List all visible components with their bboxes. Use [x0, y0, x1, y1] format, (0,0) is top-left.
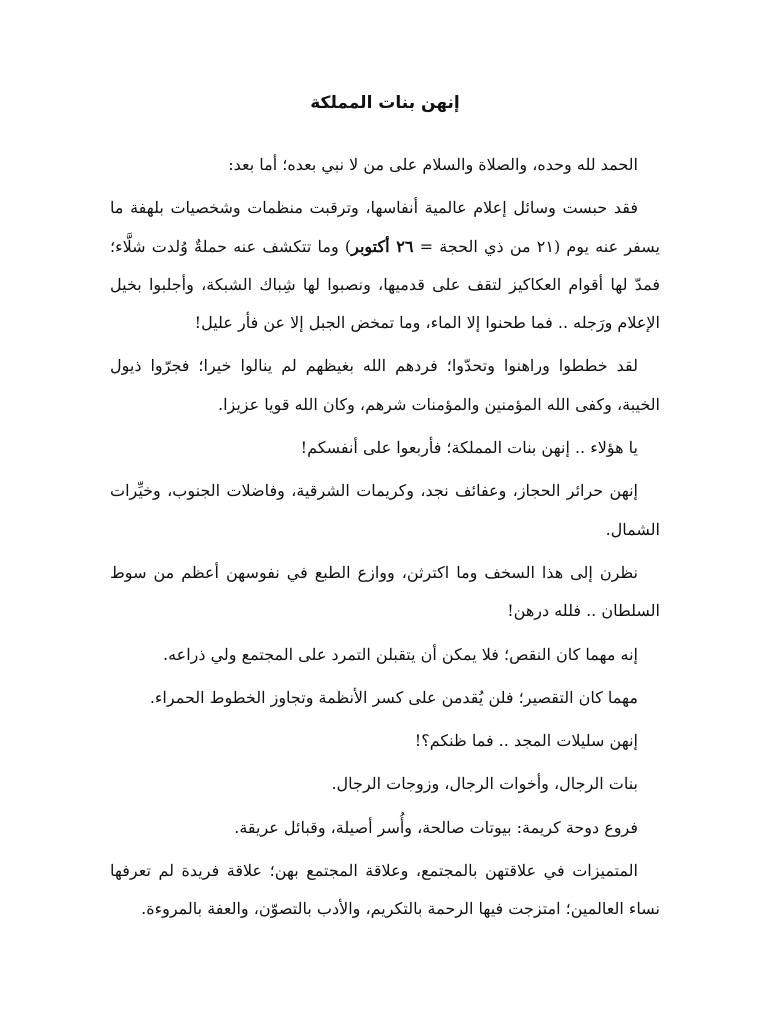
paragraph-men: بنات الرجال، وأخوات الرجال، وزوجات الرجال.: [331, 774, 638, 794]
paragraph-media-date: ٢٦ أكتوبر: [351, 236, 414, 256]
paragraph-deficiency: إنه مهما كان النقص؛ فلا يمكن أن يتقبلن التمرد على المجتمع ولي ذراعه.: [162, 644, 638, 664]
paragraph-media: [110, 189, 660, 342]
paragraph-plans: لقد خططوا وراهنوا وتحدّوا؛ فردهم الله بغيظهم لم ينالوا خيرا؛ فجرّوا ذيول الخيبة، وكفى الله المؤمنين والمؤمنات شرهم، وكان الله قويا عزيزا.: [110, 356, 660, 414]
paragraph-distinguished: المتميزات في علاقتهن بالمجتمع، وعلاقة المجتمع بهن؛ علاقة فريدة لم تعرفها نساء العالمين؛ امتزجت فيها الرحمة بالتكريم، والأدب بالتصوّن، والعفة بالمروءة.: [110, 861, 660, 919]
paragraph-media-text-end: ) وما تتكشف عنه حملةٌ وُلدت شلَّاء؛ فمدّ لها أقوام العكاكيز لتقف على قدميها، ونصبوا لها شِباك الشبكة، وأجلبوا بخيل الإعلام ورَجله .. فما طحنوا إلا الماء، وما تمخض الجبل إلا عن فأر عليل!: [110, 236, 660, 333]
document-title: إنهن بنات المملكة: [310, 93, 460, 113]
paragraph-regions: إنهن حرائر الحجاز، وعفائف نجد، وكريمات الشرقية، وفاضلات الجنوب، وخيِّرات الشمال.: [110, 481, 660, 539]
paragraph-opening: الحمد لله وحده، والصلاة والسلام على من لا نبي بعده؛ أما بعد:: [228, 155, 638, 174]
document-page: [110, 84, 660, 934]
paragraph-nature: نظرن إلى هذا السخف وما اكترثن، ووازع الطبع في نفوسهن أعظم من سوط السلطان .. فلله درهن!: [110, 562, 660, 621]
paragraph-media-text-start: فقد حبست وسائل إعلام عالمية أنفاسها، وترقبت منظمات وشخصيات بلهفة ما يسفر عنه يوم (٢١ من ذي الحجة =: [110, 198, 660, 256]
paragraph-glory: إنهن سليلات المجد .. فما ظنكم؟!: [414, 731, 638, 751]
paragraph-lineage: فروع دوحة كريمة: بيوتات صالحة، وأُسر أصيلة، وقبائل عريقة.: [234, 817, 638, 837]
paragraph-shortcoming: مهما كان التقصير؛ فلن يُقدمن على كسر الأنظمة وتجاوز الخطوط الحمراء.: [149, 687, 638, 707]
paragraph-address: يا هؤلاء .. إنهن بنات المملكة؛ فأربعوا على أنفسكم!: [300, 438, 638, 458]
